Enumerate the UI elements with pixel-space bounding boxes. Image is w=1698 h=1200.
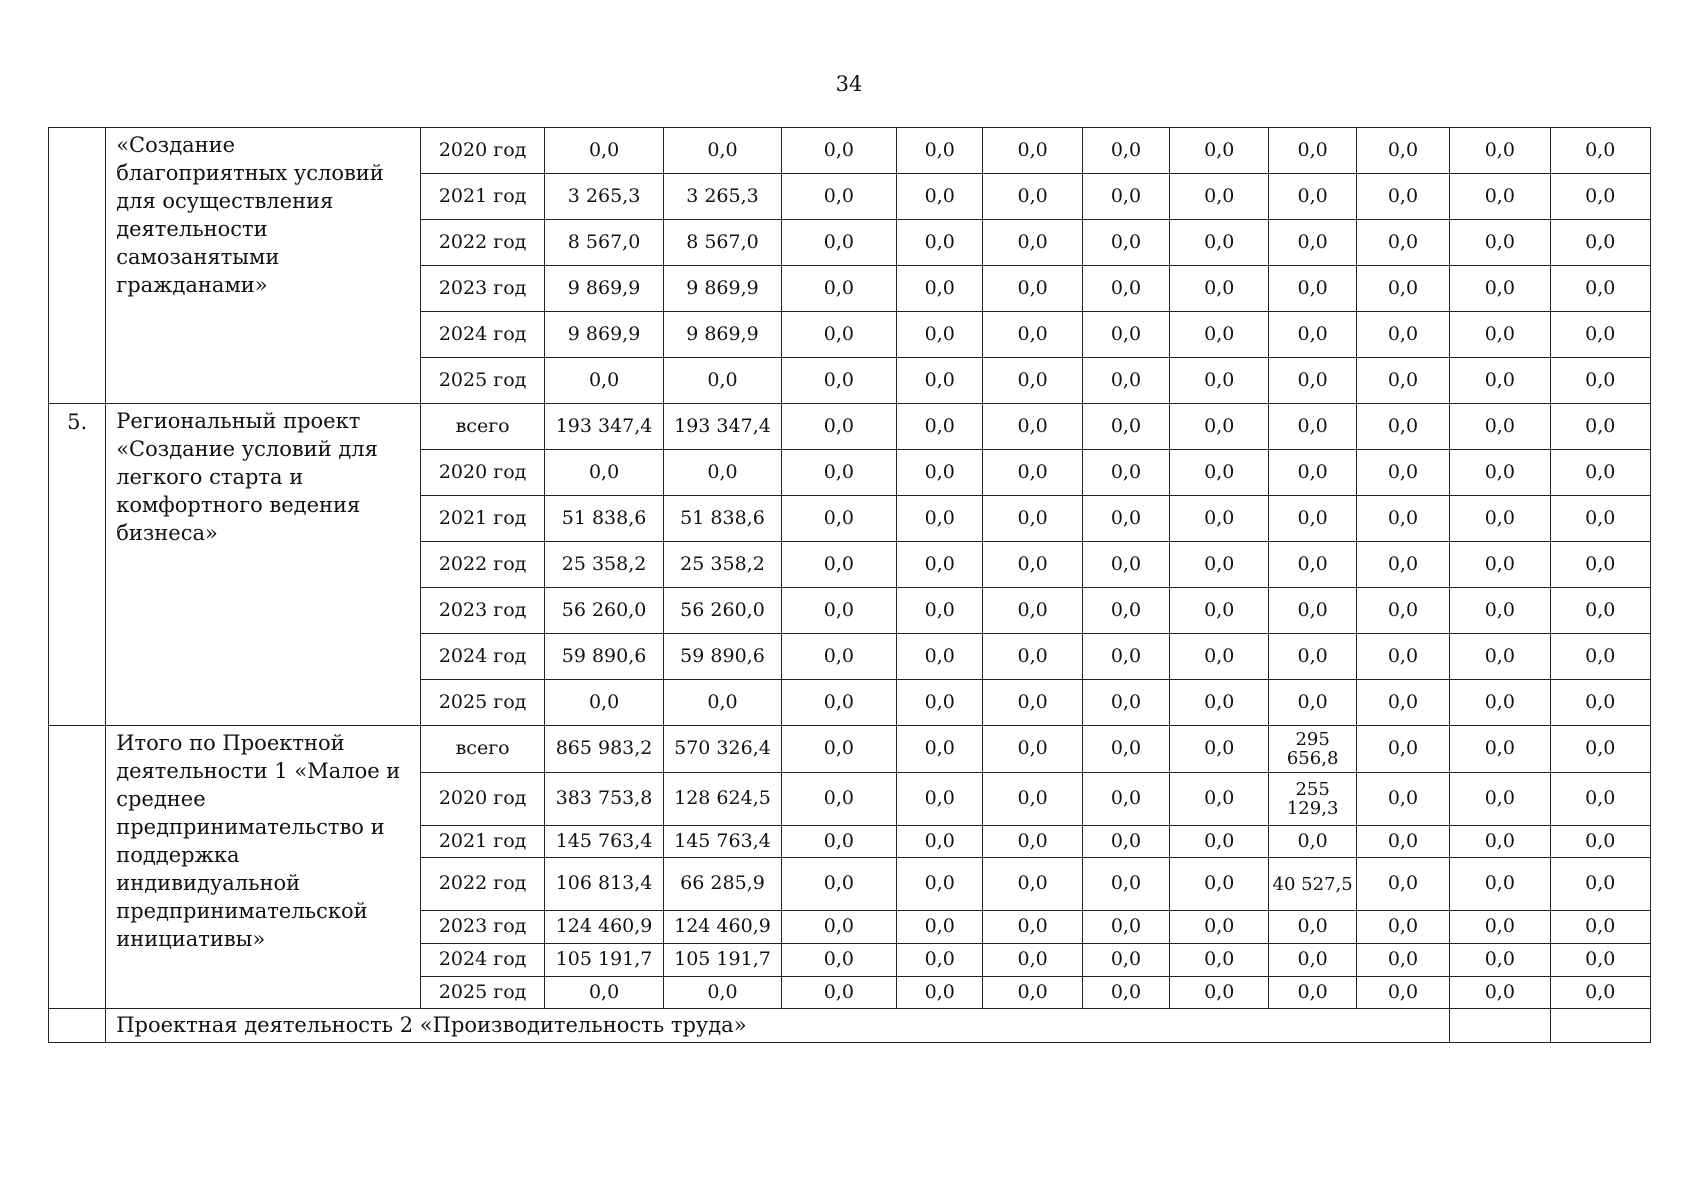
- value-cell: 0,0: [897, 496, 983, 542]
- value-cell: 0,0: [1550, 977, 1651, 1009]
- value-cell: 51 838,6: [544, 496, 663, 542]
- value-cell: 0,0: [1082, 312, 1169, 358]
- value-cell: 0,0: [983, 496, 1082, 542]
- value-cell: 106 813,4: [544, 858, 663, 911]
- value-cell: 0,0: [781, 266, 896, 312]
- value-cell: 0,0: [983, 128, 1082, 174]
- value-cell: 9 869,9: [664, 312, 781, 358]
- value-cell: 0,0: [983, 404, 1082, 450]
- value-cell: 0,0: [1450, 634, 1550, 680]
- value-cell: 0,0: [544, 450, 663, 496]
- value-cell: 0,0: [1082, 858, 1169, 911]
- value-cell: 0,0: [1450, 588, 1550, 634]
- row-number: 5.: [49, 404, 106, 726]
- value-cell: 0,0: [1170, 220, 1269, 266]
- value-cell: 0,0: [1269, 174, 1356, 220]
- value-cell: 0,0: [781, 977, 896, 1009]
- value-cell: 0,0: [1550, 220, 1651, 266]
- value-cell: 0,0: [781, 496, 896, 542]
- value-cell: 0,0: [1082, 404, 1169, 450]
- value-cell: 0,0: [1450, 450, 1550, 496]
- period-cell: 2023 год: [421, 588, 544, 634]
- value-cell: 0,0: [897, 826, 983, 858]
- value-cell: 0,0: [983, 858, 1082, 911]
- value-cell: 295 656,8: [1269, 726, 1356, 773]
- value-cell: 0,0: [1269, 496, 1356, 542]
- value-cell: 0,0: [897, 977, 983, 1009]
- item-name: «Создание благоприятных условий для осуществления деятельности самозанятыми гражданами»: [106, 128, 421, 404]
- period-cell: 2023 год: [421, 911, 544, 944]
- value-cell: 0,0: [1356, 220, 1449, 266]
- period-cell: 2022 год: [421, 858, 544, 911]
- value-cell: 25 358,2: [664, 542, 781, 588]
- value-cell: 0,0: [1170, 588, 1269, 634]
- value-cell: 0,0: [781, 773, 896, 826]
- value-cell: 105 191,7: [664, 944, 781, 977]
- value-cell: 0,0: [897, 726, 983, 773]
- value-cell: 0,0: [897, 634, 983, 680]
- value-cell: 0,0: [1450, 128, 1550, 174]
- value-cell: 0,0: [1269, 312, 1356, 358]
- value-cell: 0,0: [1170, 944, 1269, 977]
- value-cell: 0,0: [1356, 404, 1449, 450]
- table-row: [49, 404, 1651, 450]
- value-cell: 0,0: [781, 826, 896, 858]
- row-number: [49, 726, 106, 1009]
- value-cell: 0,0: [781, 542, 896, 588]
- value-cell: 193 347,4: [664, 404, 781, 450]
- table-body: [49, 128, 1651, 1043]
- value-cell: 0,0: [1082, 496, 1169, 542]
- value-cell: 0,0: [983, 977, 1082, 1009]
- value-cell: 0,0: [1170, 911, 1269, 944]
- value-cell: 0,0: [897, 450, 983, 496]
- value-cell: 0,0: [1170, 266, 1269, 312]
- value-cell: 0,0: [1356, 977, 1449, 1009]
- value-cell: 0,0: [983, 220, 1082, 266]
- period-cell: 2024 год: [421, 312, 544, 358]
- value-cell: 0,0: [1550, 944, 1651, 977]
- value-cell: 0,0: [1356, 358, 1449, 404]
- value-cell: 0,0: [1550, 496, 1651, 542]
- value-cell: 0,0: [1082, 773, 1169, 826]
- period-cell: 2021 год: [421, 174, 544, 220]
- value-cell: 0,0: [1356, 450, 1449, 496]
- value-cell: 0,0: [544, 680, 663, 726]
- value-cell: 0,0: [1170, 128, 1269, 174]
- value-cell: 0,0: [897, 773, 983, 826]
- value-cell: 145 763,4: [664, 826, 781, 858]
- value-cell: 8 567,0: [544, 220, 663, 266]
- value-cell: 0,0: [983, 944, 1082, 977]
- value-cell: 0,0: [1550, 634, 1651, 680]
- value-cell: 0,0: [781, 450, 896, 496]
- value-cell: 0,0: [1550, 174, 1651, 220]
- value-cell: 0,0: [781, 312, 896, 358]
- value-cell: 0,0: [1550, 726, 1651, 773]
- value-cell: 0,0: [1450, 977, 1550, 1009]
- value-cell: 0,0: [1170, 450, 1269, 496]
- budget-table: [48, 127, 1651, 1043]
- value-cell: 0,0: [1170, 726, 1269, 773]
- period-cell: 2020 год: [421, 773, 544, 826]
- value-cell: 9 869,9: [544, 312, 663, 358]
- period-cell: 2024 год: [421, 634, 544, 680]
- empty-cell: [1450, 1009, 1550, 1043]
- value-cell: 0,0: [1170, 858, 1269, 911]
- value-cell: 193 347,4: [544, 404, 663, 450]
- period-cell: 2022 год: [421, 542, 544, 588]
- value-cell: 255 129,3: [1269, 773, 1356, 826]
- value-cell: 0,0: [1170, 826, 1269, 858]
- value-cell: 0,0: [1450, 726, 1550, 773]
- value-cell: 0,0: [897, 266, 983, 312]
- value-cell: 0,0: [1269, 220, 1356, 266]
- value-cell: 0,0: [983, 911, 1082, 944]
- period-cell: 2023 год: [421, 266, 544, 312]
- value-cell: 0,0: [1082, 174, 1169, 220]
- value-cell: 0,0: [544, 128, 663, 174]
- value-cell: 0,0: [1550, 826, 1651, 858]
- value-cell: 0,0: [1082, 266, 1169, 312]
- value-cell: 0,0: [781, 944, 896, 977]
- value-cell: 66 285,9: [664, 858, 781, 911]
- item-name: Итого по Проектной деятельности 1 «Малое и среднее предпринимательство и поддержка индивидуальной предпринимательской инициативы»: [106, 726, 421, 1009]
- value-cell: 0,0: [897, 858, 983, 911]
- value-cell: 0,0: [1450, 542, 1550, 588]
- value-cell: 0,0: [1170, 773, 1269, 826]
- value-cell: 0,0: [1170, 174, 1269, 220]
- period-cell: 2020 год: [421, 128, 544, 174]
- value-cell: 0,0: [1269, 944, 1356, 977]
- value-cell: 0,0: [897, 680, 983, 726]
- value-cell: 0,0: [897, 312, 983, 358]
- value-cell: 0,0: [983, 773, 1082, 826]
- value-cell: 0,0: [1082, 826, 1169, 858]
- value-cell: 0,0: [1356, 911, 1449, 944]
- value-cell: 0,0: [781, 358, 896, 404]
- value-cell: 0,0: [1269, 128, 1356, 174]
- value-cell: 0,0: [781, 588, 896, 634]
- value-cell: 0,0: [1356, 174, 1449, 220]
- value-cell: 0,0: [1170, 634, 1269, 680]
- value-cell: 0,0: [781, 634, 896, 680]
- value-cell: 0,0: [1269, 404, 1356, 450]
- value-cell: 0,0: [1082, 944, 1169, 977]
- value-cell: 128 624,5: [664, 773, 781, 826]
- period-cell: 2021 год: [421, 496, 544, 542]
- table-row: [49, 128, 1651, 174]
- value-cell: 124 460,9: [544, 911, 663, 944]
- value-cell: 0,0: [1356, 773, 1449, 826]
- value-cell: 0,0: [781, 911, 896, 944]
- value-cell: 51 838,6: [664, 496, 781, 542]
- value-cell: 0,0: [1356, 634, 1449, 680]
- value-cell: 0,0: [1269, 977, 1356, 1009]
- value-cell: 0,0: [1550, 404, 1651, 450]
- value-cell: 0,0: [1269, 450, 1356, 496]
- value-cell: 0,0: [1170, 680, 1269, 726]
- value-cell: 0,0: [1356, 826, 1449, 858]
- row-number: [49, 1009, 106, 1043]
- value-cell: 40 527,5: [1269, 858, 1356, 911]
- value-cell: 0,0: [1082, 450, 1169, 496]
- value-cell: 59 890,6: [544, 634, 663, 680]
- value-cell: 145 763,4: [544, 826, 663, 858]
- value-cell: 105 191,7: [544, 944, 663, 977]
- value-cell: 0,0: [983, 312, 1082, 358]
- value-cell: 0,0: [1550, 680, 1651, 726]
- value-cell: 0,0: [781, 726, 896, 773]
- value-cell: 3 265,3: [544, 174, 663, 220]
- value-cell: 0,0: [664, 358, 781, 404]
- item-name: Региональный проект «Создание условий для легкого старта и комфортного ведения бизнеса»: [106, 404, 421, 726]
- value-cell: 0,0: [1450, 220, 1550, 266]
- value-cell: 0,0: [983, 174, 1082, 220]
- value-cell: 0,0: [897, 358, 983, 404]
- value-cell: 0,0: [1082, 128, 1169, 174]
- value-cell: 0,0: [1082, 542, 1169, 588]
- period-cell: 2020 год: [421, 450, 544, 496]
- value-cell: 0,0: [1082, 911, 1169, 944]
- row-number: [49, 128, 106, 404]
- empty-cell: [1550, 1009, 1651, 1043]
- value-cell: 59 890,6: [664, 634, 781, 680]
- value-cell: 56 260,0: [664, 588, 781, 634]
- value-cell: 0,0: [1269, 542, 1356, 588]
- period-cell: всего: [421, 404, 544, 450]
- value-cell: 0,0: [1450, 858, 1550, 911]
- value-cell: 0,0: [1550, 312, 1651, 358]
- value-cell: 0,0: [781, 220, 896, 266]
- value-cell: 0,0: [544, 977, 663, 1009]
- value-cell: 0,0: [1269, 911, 1356, 944]
- value-cell: 0,0: [1450, 174, 1550, 220]
- value-cell: 0,0: [1356, 496, 1449, 542]
- value-cell: 0,0: [897, 220, 983, 266]
- value-cell: 0,0: [1082, 726, 1169, 773]
- value-cell: 0,0: [983, 358, 1082, 404]
- value-cell: 0,0: [1450, 404, 1550, 450]
- table-row: [49, 726, 1651, 773]
- value-cell: 0,0: [1550, 358, 1651, 404]
- value-cell: 0,0: [1082, 977, 1169, 1009]
- value-cell: 0,0: [664, 128, 781, 174]
- value-cell: 0,0: [983, 450, 1082, 496]
- value-cell: 0,0: [1356, 726, 1449, 773]
- value-cell: 0,0: [1269, 826, 1356, 858]
- value-cell: 0,0: [1356, 680, 1449, 726]
- value-cell: 0,0: [983, 826, 1082, 858]
- value-cell: 0,0: [983, 726, 1082, 773]
- value-cell: 0,0: [1550, 266, 1651, 312]
- value-cell: 0,0: [1269, 680, 1356, 726]
- value-cell: 0,0: [1550, 773, 1651, 826]
- value-cell: 0,0: [1550, 858, 1651, 911]
- value-cell: 383 753,8: [544, 773, 663, 826]
- value-cell: 0,0: [1356, 312, 1449, 358]
- value-cell: 0,0: [781, 174, 896, 220]
- value-cell: 0,0: [1082, 358, 1169, 404]
- value-cell: 0,0: [1450, 911, 1550, 944]
- value-cell: 0,0: [1082, 220, 1169, 266]
- value-cell: 0,0: [1170, 404, 1269, 450]
- value-cell: 0,0: [781, 858, 896, 911]
- value-cell: 0,0: [1450, 680, 1550, 726]
- value-cell: 0,0: [1269, 266, 1356, 312]
- value-cell: 0,0: [1170, 496, 1269, 542]
- value-cell: 0,0: [1450, 358, 1550, 404]
- value-cell: 0,0: [897, 911, 983, 944]
- value-cell: 0,0: [897, 404, 983, 450]
- value-cell: 0,0: [781, 680, 896, 726]
- value-cell: 0,0: [1550, 911, 1651, 944]
- value-cell: 9 869,9: [664, 266, 781, 312]
- value-cell: 0,0: [664, 977, 781, 1009]
- value-cell: 0,0: [983, 680, 1082, 726]
- period-cell: всего: [421, 726, 544, 773]
- value-cell: 0,0: [781, 404, 896, 450]
- value-cell: 124 460,9: [664, 911, 781, 944]
- value-cell: 9 869,9: [544, 266, 663, 312]
- value-cell: 0,0: [1450, 312, 1550, 358]
- value-cell: 0,0: [1450, 496, 1550, 542]
- value-cell: 0,0: [1550, 588, 1651, 634]
- value-cell: 0,0: [1082, 588, 1169, 634]
- value-cell: 0,0: [781, 128, 896, 174]
- value-cell: 0,0: [1269, 588, 1356, 634]
- value-cell: 25 358,2: [544, 542, 663, 588]
- period-cell: 2025 год: [421, 977, 544, 1009]
- value-cell: 0,0: [983, 266, 1082, 312]
- period-cell: 2025 год: [421, 680, 544, 726]
- value-cell: 0,0: [897, 174, 983, 220]
- value-cell: 0,0: [1450, 826, 1550, 858]
- value-cell: 0,0: [1269, 358, 1356, 404]
- period-cell: 2022 год: [421, 220, 544, 266]
- value-cell: 0,0: [664, 450, 781, 496]
- value-cell: 0,0: [664, 680, 781, 726]
- value-cell: 0,0: [1356, 128, 1449, 174]
- value-cell: 570 326,4: [664, 726, 781, 773]
- period-cell: 2024 год: [421, 944, 544, 977]
- value-cell: 0,0: [1450, 773, 1550, 826]
- value-cell: 0,0: [897, 128, 983, 174]
- value-cell: 0,0: [1082, 680, 1169, 726]
- value-cell: 0,0: [1356, 266, 1449, 312]
- value-cell: 3 265,3: [664, 174, 781, 220]
- value-cell: 865 983,2: [544, 726, 663, 773]
- value-cell: 8 567,0: [664, 220, 781, 266]
- value-cell: 0,0: [1269, 634, 1356, 680]
- value-cell: 0,0: [1356, 588, 1449, 634]
- value-cell: 0,0: [897, 588, 983, 634]
- period-cell: 2025 год: [421, 358, 544, 404]
- value-cell: 0,0: [983, 542, 1082, 588]
- value-cell: 0,0: [1356, 542, 1449, 588]
- value-cell: 0,0: [897, 944, 983, 977]
- value-cell: 0,0: [1356, 858, 1449, 911]
- value-cell: 0,0: [1170, 312, 1269, 358]
- section-row: [49, 1009, 1651, 1043]
- value-cell: 56 260,0: [544, 588, 663, 634]
- value-cell: 0,0: [1450, 266, 1550, 312]
- value-cell: 0,0: [897, 542, 983, 588]
- value-cell: 0,0: [1550, 542, 1651, 588]
- value-cell: 0,0: [1550, 450, 1651, 496]
- value-cell: 0,0: [1170, 542, 1269, 588]
- value-cell: 0,0: [983, 588, 1082, 634]
- section-title: Проектная деятельность 2 «Производительность труда»: [106, 1009, 1450, 1043]
- value-cell: 0,0: [1550, 128, 1651, 174]
- value-cell: 0,0: [544, 358, 663, 404]
- value-cell: 0,0: [1082, 634, 1169, 680]
- value-cell: 0,0: [1450, 944, 1550, 977]
- value-cell: 0,0: [983, 634, 1082, 680]
- value-cell: 0,0: [1170, 358, 1269, 404]
- period-cell: 2021 год: [421, 826, 544, 858]
- page-number: 34: [835, 72, 863, 96]
- value-cell: 0,0: [1170, 977, 1269, 1009]
- value-cell: 0,0: [1356, 944, 1449, 977]
